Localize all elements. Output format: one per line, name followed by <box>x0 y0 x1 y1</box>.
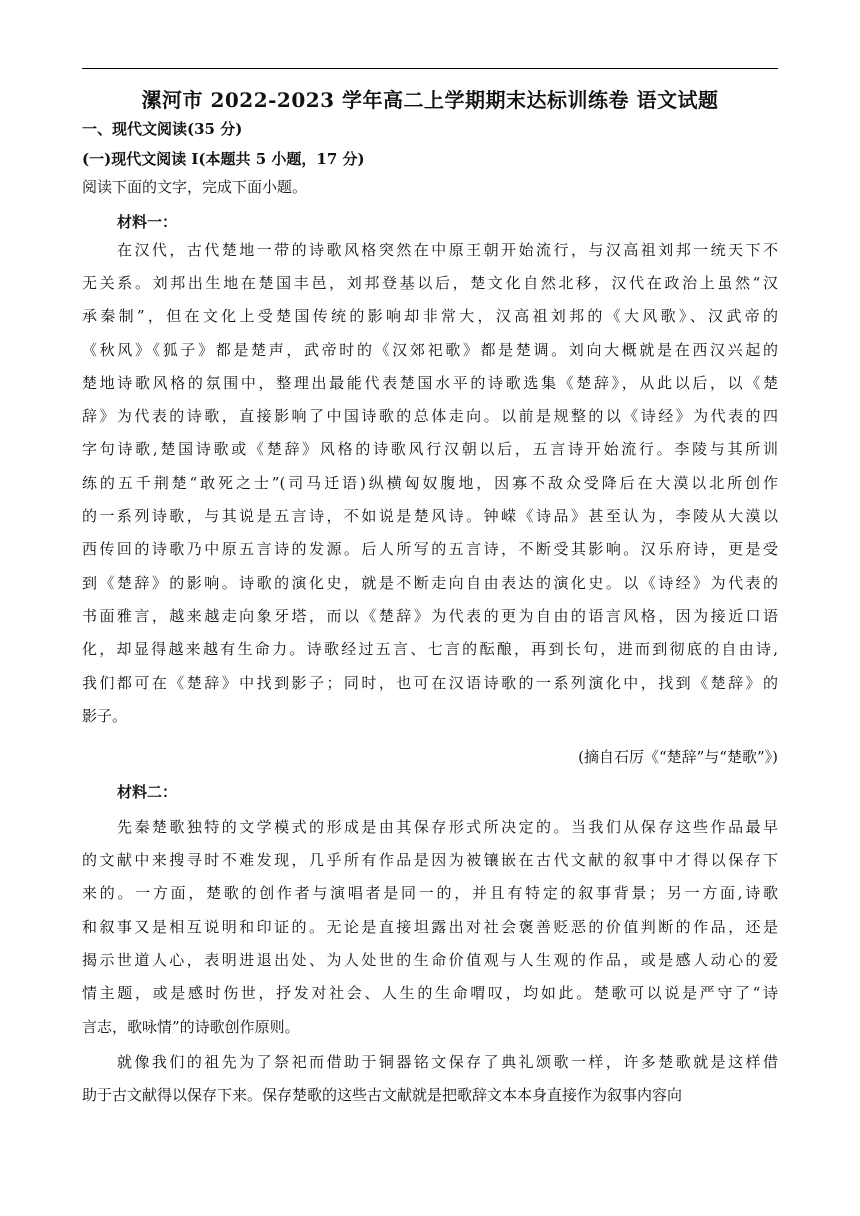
paragraph-line: 的一系列诗歌，与其说是五言诗，不如说是楚风诗。钟嵘《诗品》甚至认为，李陵从大漠以 <box>82 507 778 525</box>
paragraph-line: 揭示世道人心，表明进退出处、为人处世的生命价值观与人生观的作品，或是感人动心的爱 <box>82 951 778 969</box>
paragraph-line: 情主题，或是感时伤世，抒发对社会、人生的生命喟叹，均如此。楚歌可以说是严守了“诗 <box>82 984 778 1002</box>
material-one-source: (摘自石厉《“楚辞”与“楚歌”》) <box>578 748 778 766</box>
paragraph-line: 的文献中来搜寻时不难发现，几乎所有作品是因为被镶嵌在古代文献的叙事中才得以保存下 <box>82 851 778 869</box>
paragraph-line: 就像我们的祖先为了祭祀而借助于铜器铭文保存了典礼颂歌一样，许多楚歌就是这样借 <box>117 1053 778 1071</box>
paragraph-line: 辞》为代表的诗歌，直接影响了中国诗歌的总体走向。以前是规整的以《诗经》为代表的四 <box>82 407 778 425</box>
paragraph-line: 《秋风》《狐子》都是楚声，武帝时的《汉郊祀歌》都是楚调。刘向大概就是在西汉兴起的 <box>82 341 778 359</box>
section-heading: 一、现代文阅读(35 分) <box>82 120 243 138</box>
paragraph-line: 无关系。刘邦出生地在楚国丰邑，刘邦登基以后，楚文化自然北移，汉代在政治上虽然“汉 <box>82 274 778 292</box>
paragraph-line: 练的五千荆楚“敢死之士”(司马迁语)纵横匈奴腹地，因寡不敌众受降后在大漠以北所创作 <box>82 474 778 492</box>
paragraph-line: 到《楚辞》的影响。诗歌的演化史，就是不断走向自由表达的演化史。以《诗经》为代表的 <box>82 574 778 592</box>
paragraph-line: 化，却显得越来越有生命力。诗歌经过五言、七言的酝酿，再到长句，进而到彻底的自由诗, <box>82 640 778 658</box>
material-one-label: 材料一： <box>117 213 178 231</box>
paragraph-line: 我们都可在《楚辞》中找到影子；同时，也可在汉语诗歌的一系列演化中，找到《楚辞》的 <box>82 674 778 692</box>
header-rule <box>82 68 778 69</box>
paragraph-line: 影子。 <box>82 707 128 725</box>
paragraph-line: 楚地诗歌风格的氛围中，整理出最能代表楚国水平的诗歌选集《楚辞》，从此以后，以《楚 <box>82 374 778 392</box>
material-two-label: 材料二： <box>117 783 178 801</box>
paragraph-line: 字句诗歌,楚国诗歌或《楚辞》风格的诗歌风行汉朝以后，五言诗开始流行。李陵与其所训 <box>82 440 778 458</box>
subsection-heading: (一)现代文阅读 I(本题共 5 小题，17 分) <box>82 150 365 168</box>
paragraph-line: 来的。一方面，楚歌的创作者与演唱者是同一的，并且有特定的叙事背景；另一方面,诗歌 <box>82 884 778 902</box>
page-title: 漯河市 2022-2023 学年高二上学期期末达标训练卷 语文试题 <box>141 88 719 112</box>
paragraph-line: 西传回的诗歌乃中原五言诗的发源。后人所写的五言诗，不断受其影响。汉乐府诗，更是受 <box>82 540 778 558</box>
paragraph-line: 承秦制”，但在文化上受楚国传统的影响却非常大，汉高祖刘邦的《大风歌》、汉武帝的 <box>82 307 778 325</box>
paragraph-line: 先秦楚歌独特的文学模式的形成是由其保存形式所决定的。当我们从保存这些作品最早 <box>117 818 778 836</box>
paragraph-line: 助于古文献得以保存下来。保存楚歌的这些古文献就是把歌辞文本本身直接作为叙事内容向 <box>82 1086 683 1104</box>
paragraph-line: 言志，歌咏情”的诗歌创作原则。 <box>82 1018 300 1036</box>
paragraph-line: 书面雅言，越来越走向象牙塔，而以《楚辞》为代表的更为自由的语言风格，因为接近口语 <box>82 607 778 625</box>
paragraph-line: 在汉代，古代楚地一带的诗歌风格突然在中原王朝开始流行，与汉高祖刘邦一统天下不 <box>117 241 778 259</box>
instruction-text: 阅读下面的文字，完成下面小题。 <box>82 178 308 196</box>
paragraph-line: 和叙事又是相互说明和印证的。无论是直接坦露出对社会褒善贬恶的价值判断的作品，还是 <box>82 918 778 936</box>
